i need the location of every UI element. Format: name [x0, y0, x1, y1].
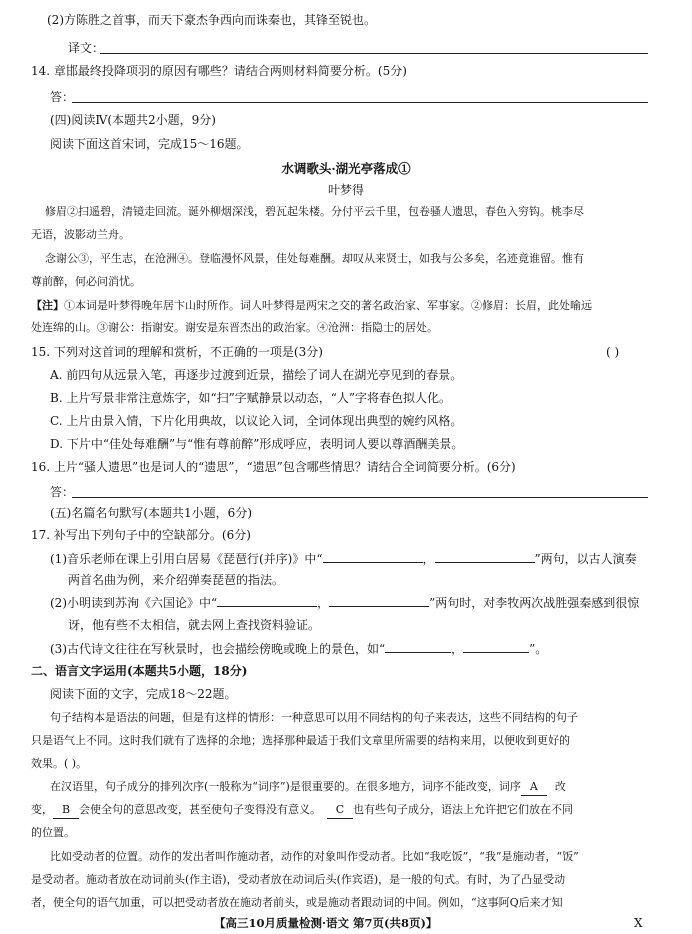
para1-line: 句子结构本是语法的问题，但是有这样的情形：一种意思可以用不同结构的句子来表达，这些不同结构的句子: [50, 711, 578, 724]
q14-answer-line[interactable]: [72, 102, 648, 103]
q16-answer-label: 答：: [50, 485, 75, 499]
page-footer: 【高三10月质量检测·语文 第7页(共8页)】: [214, 916, 438, 930]
q17-item2-text: ”两句时，对李牧两次战胜强秦感到很惊: [429, 596, 640, 610]
blank-b[interactable]: B: [53, 802, 79, 819]
para2-line: [31, 802, 573, 819]
section5-heading: (五)名篇名句默写(本题共1小题，6分): [50, 506, 252, 520]
para2-text: 也有些句子成分，语法上允许把它们放在不同: [353, 803, 573, 816]
part2-instruction: 阅读下面的文字，完成18～22题。: [50, 687, 237, 701]
q16-question: 16. 上片“骚人遗思”也是词人的“遗思”，“遗思”包含哪些情思？请结合全词简要分析。(6分): [31, 460, 516, 474]
q17-item1-cont: 两首名曲为例，来介绍弹奏琵琶的指法。: [68, 573, 285, 587]
para2-text: 会使全句的意思改变，甚至使句子变得没有意义。: [79, 803, 321, 816]
poem-line: 修眉②扫遥碧，清镜走回流。诞外柳烟深浅，碧瓦起朱楼。分付平云千里，包卷骚人遗思，春色入穷钩。桃李尽: [45, 205, 584, 218]
para2-text: 变，: [31, 803, 53, 816]
q17-item3-text: ”。: [529, 642, 548, 656]
part2-heading: 二、语言文字运用(本题共5小题，18分): [31, 664, 248, 678]
note-line: 处连绵的山。③谢公：指谢安。谢安是东晋杰出的政治家。④沧洲：指隐士的居处。: [31, 321, 438, 334]
poem-author: 叶梦得: [327, 183, 364, 197]
q17-item3-text: (3)古代诗文往往在写秋景时，也会描绘傍晚或晚上的景色，如“: [50, 642, 386, 656]
note-label: 【注】: [31, 299, 64, 312]
q17-blank[interactable]: [435, 550, 535, 563]
q17-blank[interactable]: [329, 594, 429, 607]
q16-answer-line[interactable]: [72, 497, 648, 498]
poem-line: 念谢公③，平生志，在沧洲④。登临漫怀风景，佳处每难酬。却叹从来贤士，如我与公多矣，名迹竟谁留。惟有: [45, 252, 584, 265]
q17-blank[interactable]: [323, 550, 423, 563]
poem-note: [31, 298, 592, 314]
q17-item3-comma: ，: [451, 642, 464, 656]
q17-blank[interactable]: [217, 594, 317, 607]
q15-option-b[interactable]: B. 上片写景非常注意炼字，如“扫”字赋静景以动态，“人”字将春色拟人化。: [50, 391, 451, 405]
section4-instruction: 阅读下面这首宋词，完成15～16题。: [50, 137, 249, 151]
poem-line: 无语，波影动兰舟。: [31, 228, 130, 241]
q13-2-answer-line[interactable]: [100, 53, 648, 54]
para1-line: 只是语气上不同。这时我们就有了选择的余地；选择那种最适于我们文章里所需要的结构来用，以便收到更好的: [31, 734, 570, 747]
q17-item1: [50, 550, 637, 567]
para3-line: 者，使全句的语气加重，可以把受动者放在施动者前头，或是施动者跟动词的中间。例如，“这事阿Q后来才知: [31, 896, 563, 909]
q17-item1-text: ”两句，以古人演奏: [534, 552, 637, 566]
q15-option-d[interactable]: D. 下片中“佳处每难酬”与“惟有尊前醉”形成呼应，表明词人要以尊酒酬美景。: [50, 437, 464, 451]
poem-title: 水调歌头·湖光亭落成①: [281, 161, 411, 176]
q17-item1-text: (1)音乐老师在课上引用白居易《琵琶行(并序)》中“: [50, 552, 323, 566]
q17-blank[interactable]: [463, 640, 529, 653]
q15-question: 15. 下列对这首词的理解和赏析，不正确的一项是(3分): [31, 345, 323, 359]
q14-answer-label: 答：: [50, 90, 75, 104]
q17-item3: [50, 640, 547, 657]
q17-item2: [50, 594, 639, 611]
q15-answer-paren[interactable]: ( ): [606, 345, 620, 359]
q17-item1-comma: ，: [422, 552, 435, 566]
q17-blank[interactable]: [385, 640, 451, 653]
section4-heading: (四)阅读Ⅳ(本题共2小题，9分): [50, 113, 216, 127]
blank-a[interactable]: A: [521, 779, 547, 796]
q13-2-answer-label: 译文：: [68, 41, 105, 55]
q15-option-c[interactable]: C. 上片由景入情，下片化用典故，以议论入词，全词体现出典型的婉约风格。: [50, 414, 463, 428]
poem-line: 尊前醉，何必问消忧。: [31, 275, 141, 288]
q17-item2-cont: 讶，他有些不太相信，就去网上查找资料验证。: [68, 618, 321, 632]
para2-line: 的位置。: [31, 826, 75, 839]
q17-item2-text: (2)小明读到苏洵《六国论》中“: [50, 596, 218, 610]
para1-line: 效果。( )。: [31, 757, 88, 770]
q17-question: 17. 补写出下列句子中的空缺部分。(6分): [31, 528, 251, 542]
q14-question: 14. 章邯最终投降项羽的原因有哪些？请结合两则材料简要分析。(5分): [31, 64, 407, 78]
q15-option-a[interactable]: A. 前四句从远景入笔，再逐步过渡到近景，描绘了词人在湖光亭见到的春景。: [50, 368, 463, 382]
footer-mark: X: [634, 916, 643, 930]
para2-line: [50, 779, 566, 796]
q13-2-text: (2)方陈胜之首事，而天下豪杰争西向而诛秦也，其锋至锐也。: [47, 13, 377, 27]
para3-line: 是受动者。施动者放在动词前头(作主语)，受动者放在动词后头(作宾语)，是一般的句式。有时，为了凸显受动: [31, 873, 566, 886]
blank-c[interactable]: C: [327, 802, 353, 819]
note-line: ①本词是叶梦得晚年居卞山时所作。词人叶梦得是两宋之交的著名政治家、军事家。②修眉：长眉，此处喻远: [64, 299, 592, 312]
q17-item2-comma: ，: [317, 596, 330, 610]
para3-line: 比如受动者的位置。动作的发出者叫作施动者，动作的对象叫作受动者。比如“我吃饭”，“我”是施动者，“饭”: [50, 850, 579, 863]
para2-text: 在汉语里，句子成分的排列次序(一般称为“词序”)是很重要的。在很多地方，词序不能改变，词序: [50, 780, 521, 793]
para2-text: 改: [554, 780, 566, 793]
